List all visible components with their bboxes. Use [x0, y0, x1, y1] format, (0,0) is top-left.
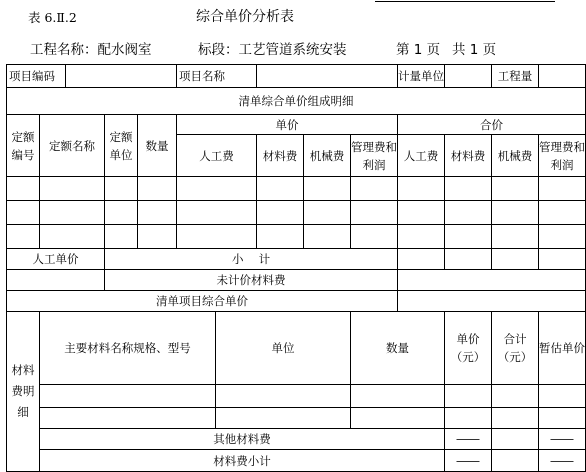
cell[interactable]	[492, 385, 539, 408]
cell[interactable]	[492, 249, 539, 270]
cell[interactable]	[216, 385, 351, 408]
cell[interactable]	[398, 201, 445, 225]
cell[interactable]	[257, 201, 304, 225]
machine-header: 机械费	[304, 135, 351, 177]
material-unit-price-header: 单价（元）	[445, 312, 492, 385]
cell[interactable]	[304, 201, 351, 225]
material-row	[7, 408, 586, 429]
item-code-label: 项目编码	[7, 65, 66, 88]
cell[interactable]	[539, 408, 586, 429]
machine-total-header: 机械费	[492, 135, 539, 177]
cell[interactable]	[216, 408, 351, 429]
subtotal-label: 小 计	[105, 249, 398, 270]
material-total-price-header: 合计（元）	[492, 312, 539, 385]
cell[interactable]	[105, 177, 138, 201]
cell[interactable]	[351, 225, 398, 249]
cell[interactable]	[177, 177, 257, 201]
quantity-label: 工程量	[492, 65, 539, 88]
table-row	[7, 201, 586, 225]
material-subtotal-row	[7, 450, 586, 472]
item-name-label: 项目名称	[177, 65, 257, 88]
cell[interactable]	[351, 201, 398, 225]
cell[interactable]	[398, 291, 586, 312]
material-detail-label: 材料费明细	[7, 312, 40, 472]
unpriced-material-label: 未计价材料费	[105, 270, 398, 291]
unpriced-material-row	[7, 270, 586, 291]
cell[interactable]	[40, 201, 105, 225]
item-name-value[interactable]	[257, 65, 398, 88]
item-composite-price-label: 清单项目综合单价	[7, 291, 398, 312]
project-name: 工程名称：配水阀室	[30, 42, 152, 58]
cell[interactable]	[257, 225, 304, 249]
page-number: 第 1 页	[396, 42, 441, 58]
quota-unit-header: 定额单位	[105, 115, 138, 177]
table-number: 表 6.Ⅱ.2	[28, 10, 77, 25]
material-unit-header: 单位	[216, 312, 351, 385]
unit-label: 计量单位	[398, 65, 445, 88]
cell[interactable]	[492, 429, 539, 450]
cell[interactable]	[40, 225, 105, 249]
material-subtotal-label: 材料费小计	[40, 450, 445, 472]
labor-total-header: 人工费	[398, 135, 445, 177]
cell[interactable]	[40, 408, 216, 429]
page-total: 共 1 页	[452, 42, 497, 58]
labor-header: 人工费	[177, 135, 257, 177]
cell[interactable]	[445, 225, 492, 249]
mgmt-profit-total-header: 管理费和利润	[539, 135, 586, 177]
cell[interactable]	[539, 385, 586, 408]
quantity-value[interactable]	[539, 65, 586, 88]
cell[interactable]	[304, 177, 351, 201]
cell[interactable]	[351, 385, 445, 408]
subtotal-row	[7, 249, 586, 270]
main-material-header: 主要材料名称规格、型号	[40, 312, 216, 385]
cell[interactable]	[40, 385, 216, 408]
material-qty-header: 数量	[351, 312, 445, 385]
dash: ――	[539, 429, 586, 450]
cell[interactable]	[492, 225, 539, 249]
labor-unit-price-label: 人工单价	[7, 249, 105, 270]
cell[interactable]	[398, 270, 586, 291]
info-row	[7, 65, 586, 88]
other-material-row	[7, 429, 586, 450]
cell[interactable]	[398, 177, 445, 201]
cell[interactable]	[351, 177, 398, 201]
cell[interactable]	[445, 249, 492, 270]
other-material-label: 其他材料费	[40, 429, 445, 450]
cell[interactable]	[398, 225, 445, 249]
cell[interactable]	[7, 201, 40, 225]
cell[interactable]	[177, 225, 257, 249]
cell[interactable]	[445, 177, 492, 201]
unit-value[interactable]	[445, 65, 492, 88]
unit-price-header: 单价	[177, 115, 398, 135]
material-total-header: 材料费	[445, 135, 492, 177]
top-rule	[375, 1, 555, 2]
cell[interactable]	[539, 225, 586, 249]
cell[interactable]	[138, 201, 177, 225]
mgmt-profit-header: 管理费和利润	[351, 135, 398, 177]
cell[interactable]	[304, 225, 351, 249]
dash: ――	[445, 429, 492, 450]
qty-header: 数量	[138, 115, 177, 177]
page-title: 综合单价分析表	[196, 9, 294, 25]
cell[interactable]	[138, 177, 177, 201]
cell[interactable]	[445, 385, 492, 408]
cell[interactable]	[138, 225, 177, 249]
cell[interactable]	[177, 201, 257, 225]
material-header-row	[7, 312, 586, 385]
cell[interactable]	[7, 225, 40, 249]
cell[interactable]	[445, 408, 492, 429]
cell[interactable]	[492, 177, 539, 201]
cell[interactable]	[539, 177, 586, 201]
table-row	[7, 177, 586, 201]
quota-name-header: 定额名称	[40, 115, 105, 177]
composite-price-row	[7, 291, 586, 312]
total-price-header: 合价	[398, 115, 586, 135]
dash: ――	[445, 450, 492, 472]
section-name: 标段：工艺管道系统安装	[198, 42, 347, 58]
material-row	[7, 385, 586, 408]
item-code-value[interactable]	[66, 65, 177, 88]
est-unit-price-header: 暂估单价	[539, 312, 586, 385]
cell[interactable]	[105, 201, 138, 225]
detail-section-title: 清单综合单价组成明细	[7, 88, 586, 115]
cell[interactable]	[539, 201, 586, 225]
table-row	[7, 225, 586, 249]
cell[interactable]	[539, 249, 586, 270]
cell[interactable]	[492, 408, 539, 429]
quota-no-header: 定额编号	[7, 115, 40, 177]
detail-header-row	[7, 115, 586, 135]
cell[interactable]	[257, 177, 304, 201]
cell[interactable]	[445, 201, 492, 225]
cell[interactable]	[492, 450, 539, 472]
cell[interactable]	[40, 177, 105, 201]
cell[interactable]	[351, 408, 445, 429]
analysis-table	[6, 64, 586, 472]
material-header: 材料费	[257, 135, 304, 177]
cell[interactable]	[398, 249, 445, 270]
dash: ――	[539, 450, 586, 472]
cell[interactable]	[105, 225, 138, 249]
cell[interactable]	[7, 177, 40, 201]
cell[interactable]	[492, 201, 539, 225]
cell[interactable]	[7, 270, 105, 291]
